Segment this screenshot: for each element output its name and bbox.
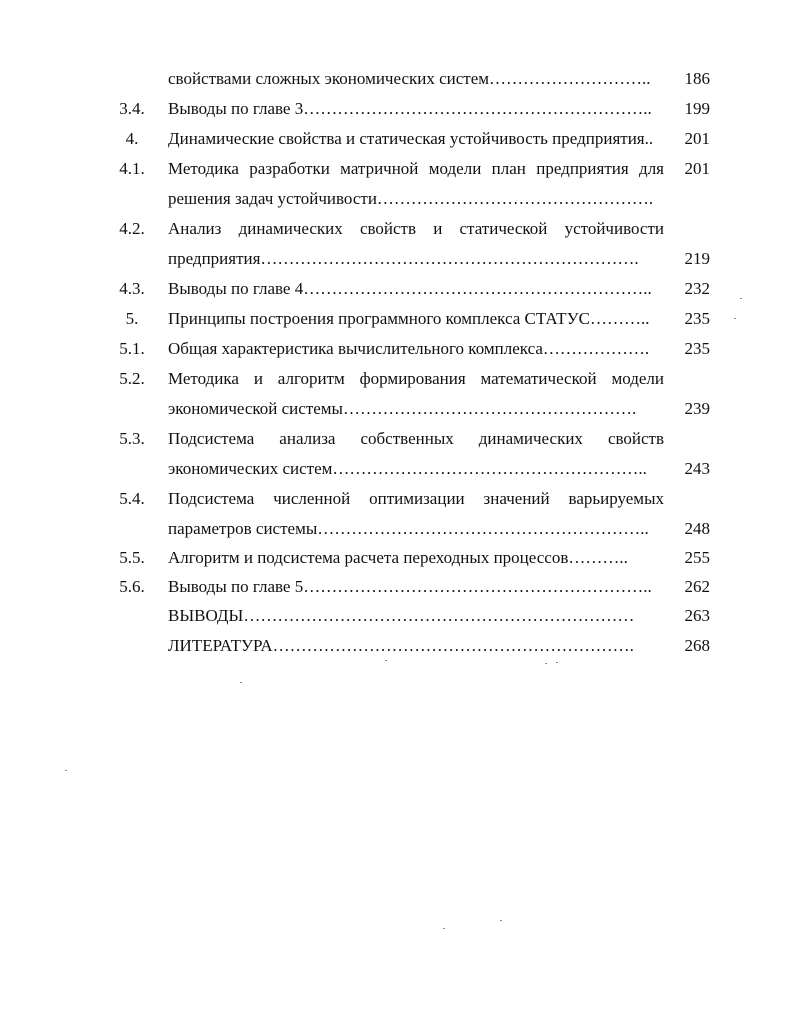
toc-entry-number: 5.2. — [119, 369, 145, 388]
toc-entry-title: Подсистема численной оптимизации значений варьируемых — [168, 489, 664, 508]
toc-entry-page: 232 — [684, 279, 710, 298]
toc-entry-title: Методика разработки матричной модели план предприятия для — [168, 159, 664, 178]
toc-entry-page: 201 — [684, 159, 710, 178]
toc-entry — [110, 276, 710, 302]
toc-entry-number: 5.4. — [119, 489, 145, 508]
toc-entry-page: 219 — [684, 249, 710, 268]
toc-entry-title: решения задач устойчивости…………………………………………. — [168, 189, 654, 208]
toc-entry — [110, 633, 710, 659]
toc-entry-number: 4.2. — [119, 219, 145, 238]
toc-entry-title: Принципы построения программного комплекса СТАТУС……….. — [168, 309, 650, 328]
scan-speck — [556, 662, 558, 663]
scan-speck — [385, 660, 387, 661]
toc-entry-page: 263 — [684, 606, 710, 625]
scan-speck — [734, 318, 736, 319]
toc-entry — [110, 426, 710, 452]
toc-entry-number: 4. — [125, 129, 139, 148]
toc-entry — [110, 574, 710, 600]
toc-entry — [110, 216, 710, 242]
toc-entry-title: ЛИТЕРАТУРА………………………………………………………. — [168, 636, 634, 655]
toc-entry-title: Выводы по главе 4…………………………………………………….. — [168, 279, 652, 298]
toc-entry — [110, 126, 710, 152]
toc-entry-title: экономических систем……………………………………………….. — [168, 459, 647, 478]
toc-entry — [110, 96, 710, 122]
toc-entry — [110, 486, 710, 512]
toc-entry-number: 4.3. — [119, 279, 145, 298]
toc-entry-page: 235 — [684, 339, 710, 358]
scan-speck — [443, 928, 445, 929]
toc-entry-number: 4.1. — [119, 159, 145, 178]
toc-entry-number: 3.4. — [119, 99, 145, 118]
toc-entry-title: экономической системы……………………………………………. — [168, 399, 637, 418]
toc-entry — [110, 603, 710, 629]
toc-entry-continuation — [110, 396, 710, 422]
toc-entry-title: Подсистема анализа собственных динамических свойств — [168, 429, 664, 448]
scan-speck — [500, 920, 502, 921]
toc-entry-page: 243 — [684, 459, 710, 478]
toc-entry-page: 248 — [684, 519, 710, 538]
toc-entry-number: 5. — [125, 309, 139, 328]
scan-speck — [240, 682, 242, 683]
toc-entry-page: 255 — [684, 548, 710, 567]
scan-speck — [65, 770, 67, 771]
toc-entry-title: ВЫВОДЫ…………………………………………………………… — [168, 606, 635, 625]
toc-entry-title: параметров системы………………………………………………….. — [168, 519, 649, 538]
toc-entry-page: 262 — [684, 577, 710, 596]
toc-entry-number: 5.3. — [119, 429, 145, 448]
toc-entry-title: Методика и алгоритм формирования математической модели — [168, 369, 664, 388]
toc-entry — [110, 306, 710, 332]
toc-entry-continuation — [110, 246, 710, 272]
toc-entry-page: 199 — [684, 99, 710, 118]
scan-speck — [740, 298, 742, 299]
toc-entry-page: 186 — [684, 69, 710, 88]
toc-entry-title: Анализ динамических свойств и статической устойчивости — [168, 219, 664, 238]
toc-entry-title: Выводы по главе 5…………………………………………………….. — [168, 577, 652, 596]
toc-entry — [110, 156, 710, 182]
toc-entry-title: Алгоритм и подсистема расчета переходных процессов……….. — [168, 548, 628, 567]
toc-entry-continuation — [110, 456, 710, 482]
toc-entry-continuation — [110, 516, 710, 542]
toc-entry-page: 235 — [684, 309, 710, 328]
toc-entry-title: предприятия…………………………………………………………. — [168, 249, 639, 268]
toc-entry-number: 5.1. — [119, 339, 145, 358]
toc-entry-title: Выводы по главе 3…………………………………………………….. — [168, 99, 652, 118]
scan-speck — [545, 663, 547, 664]
toc-entry — [110, 366, 710, 392]
toc-entry-title: Динамические свойства и статическая устойчивость предприятия.. — [168, 129, 654, 148]
toc-entry-page: 239 — [684, 399, 710, 418]
toc-entry-page: 268 — [684, 636, 710, 655]
toc-entry-number: 5.6. — [119, 577, 145, 596]
toc-entry — [110, 66, 710, 92]
toc-entry-number: 5.5. — [119, 548, 145, 567]
toc-entry — [110, 545, 710, 571]
toc-entry — [110, 336, 710, 362]
toc-entry-title: свойствами сложных экономических систем……………………….. — [168, 69, 651, 88]
toc-entry-title: Общая характеристика вычислительного комплекса………………. — [168, 339, 650, 358]
toc-entry-continuation — [110, 186, 710, 212]
toc-entry-page: 201 — [684, 129, 710, 148]
